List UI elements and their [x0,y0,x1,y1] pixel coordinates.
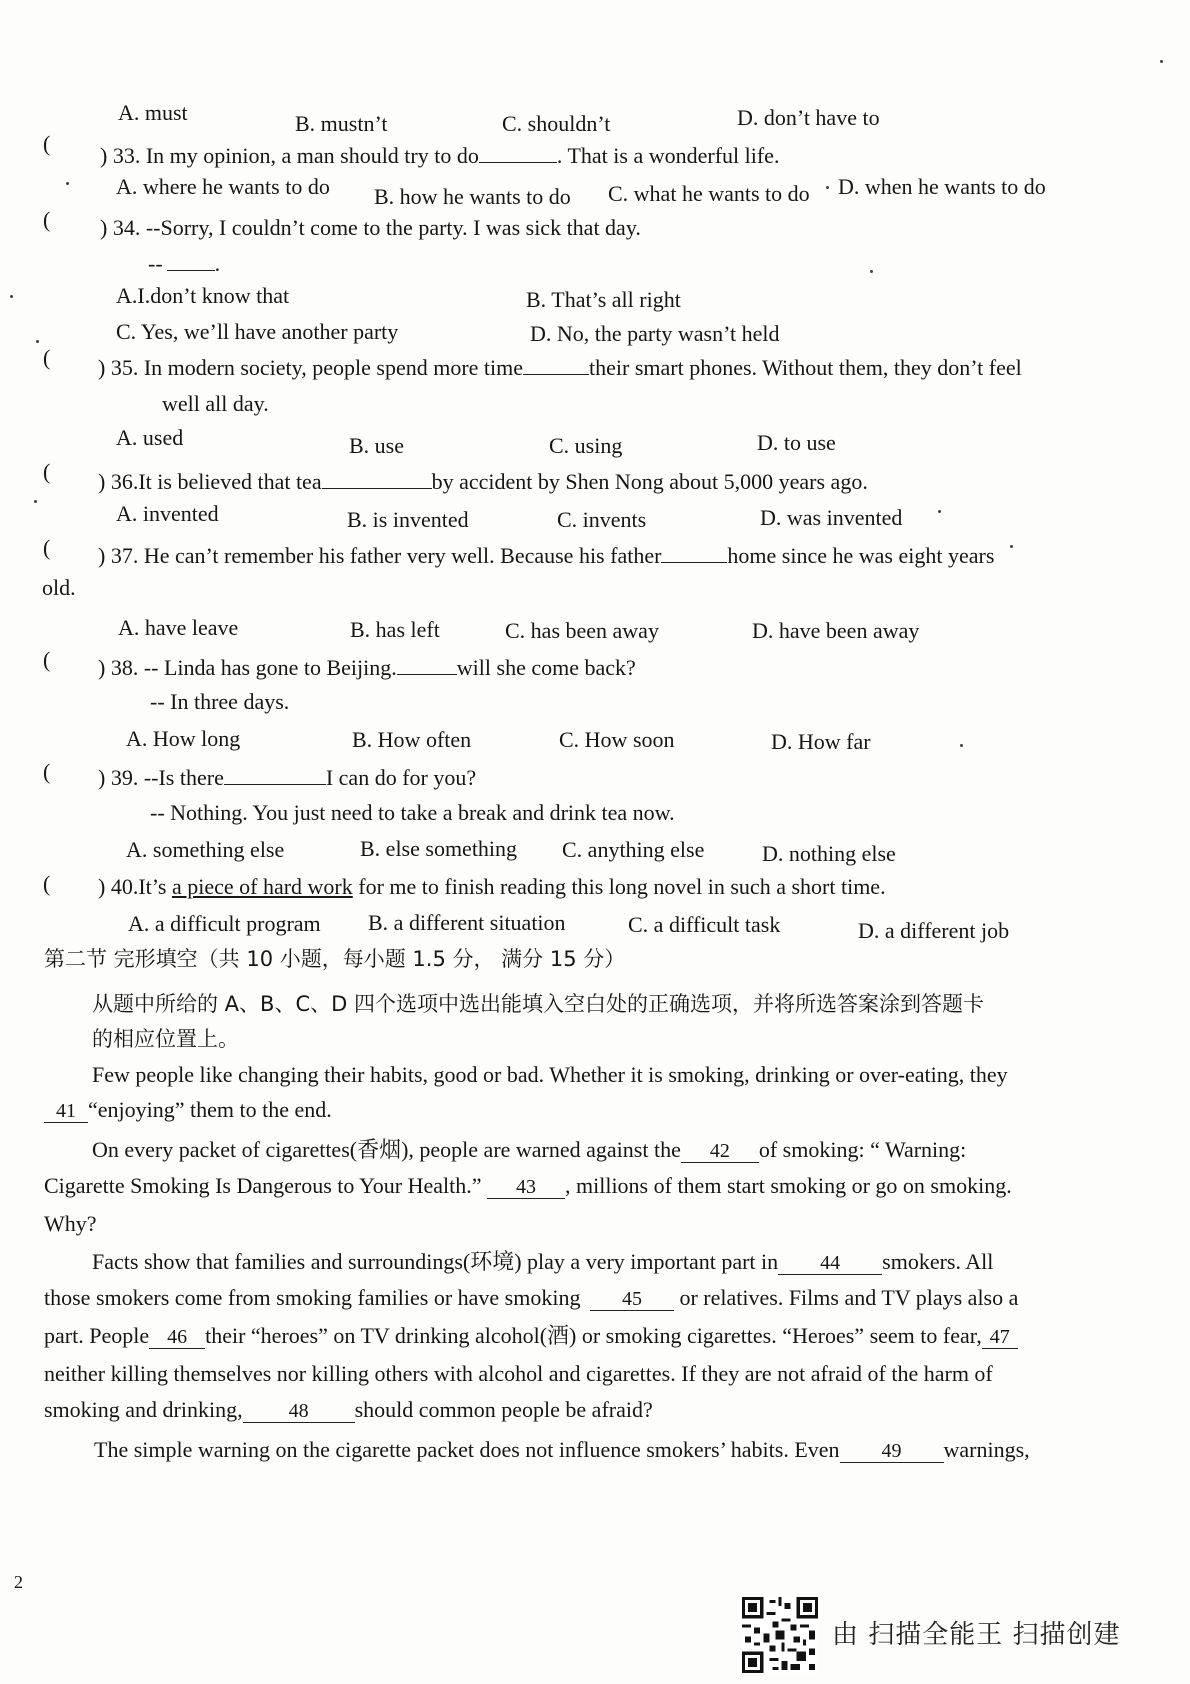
q40-stem-post: for me to finish reading this long novel in such a short time. [352,874,886,899]
scan-speck [870,270,873,273]
scanner-footer: 由 扫描全能王 扫描创建 [832,1620,1121,1650]
q37-stem-post: home since he was eight years [727,543,995,568]
passage-p1-line1: Few people like changing their habits, good or bad. Whether it is smoking, drinking or over-eating, they [92,1062,1008,1087]
q35-stem-pre: ) 35. In modern society, people spend more time [98,355,524,380]
passage-p1-line2-text: “enjoying” them to the end. [88,1097,332,1122]
q40-option-c: C. a difficult task [628,912,781,937]
q33-option-d: D. when he wants to do [838,174,1046,199]
scan-speck [10,295,13,298]
passage-p2-line2-pre: Cigarette Smoking Is Dangerous to Your Health.” [44,1173,482,1198]
passage-p3-line5-pre: smoking and drinking, [44,1397,243,1422]
q35-option-a: A. used [116,425,184,450]
q39-option-b: B. else something [360,836,518,861]
scan-speck [938,510,941,513]
q38-answer-paren[interactable]: ( [43,647,51,672]
q35-stem [98,352,1022,382]
blank-49[interactable]: 49 [840,1440,944,1463]
q34-option-b: B. That’s all right [526,287,681,312]
q39-blank[interactable] [224,762,326,785]
passage-p3-line4: neither killing themselves nor killing others with alcohol and cigarettes. If they are not afraid of the harm of [44,1361,993,1386]
q36-stem [98,466,868,496]
q38-stem-pre: ) 38. -- Linda has gone to Beijing. [98,655,397,680]
q33-stem-post: . That is a wonderful life. [556,143,780,168]
q36-answer-paren[interactable]: ( [43,459,51,484]
scan-speck [36,340,39,343]
blank-41[interactable]: 41 [44,1100,88,1123]
passage-p4-line1-pre: The simple warning on the cigarette packet does not influence smokers’ habits. Even [94,1437,840,1462]
passage-p1-line2 [44,1096,332,1124]
passage-p2-line3: Why? [44,1211,97,1236]
q38-reply: -- In three days. [150,689,290,714]
scan-speck [1160,60,1163,63]
q35-option-b: B. use [349,433,404,458]
blank-47[interactable]: 47 [982,1326,1018,1349]
q36-stem-pre: ) 36.It is believed that tea [98,469,322,494]
q37-option-a: A. have leave [118,615,239,640]
q40-stem [98,873,886,901]
q34-option-d: D. No, the party wasn’t held [530,321,780,346]
blank-43[interactable]: 43 [487,1176,565,1199]
q36-option-b: B. is invented [347,507,469,532]
passage-p2-line2 [44,1172,1012,1200]
q34-option-c: C. Yes, we’ll have another party [116,319,399,344]
passage-p3-line5-post: should common people be afraid? [354,1397,653,1422]
qr-code-icon [742,1597,818,1673]
q34-answer-paren[interactable]: ( [43,207,51,232]
passage-p2-line2-post: , millions of them start smoking or go on smoking. [565,1173,1012,1198]
passage-p4-line1 [94,1436,1030,1464]
blank-44[interactable]: 44 [778,1252,882,1275]
q37-blank[interactable] [661,540,727,563]
section2-instruction-line1: 从题中所给的 A、B、C、D 四个选项中选出能填入空白处的正确选项，并将所选答案涂到答题卡 [92,992,984,1016]
passage-p3-line2-post: or relatives. Films and TV plays also a [679,1285,1019,1310]
passage-p3-line1 [92,1248,993,1276]
q35-answer-paren[interactable]: ( [43,345,51,370]
page-number: 2 [14,1572,23,1592]
passage-p4-line1-post: warnings, [943,1437,1030,1462]
scan-speck [34,500,37,503]
passage-p3-line3-pre: part. People [44,1323,150,1348]
q37-option-c: C. has been away [505,618,659,643]
passage-p3-line5 [44,1396,653,1424]
q34-reply-dash: -- [148,251,163,276]
q38-option-c: C. How soon [559,727,675,752]
blank-42[interactable]: 42 [681,1140,759,1163]
q36-blank[interactable] [322,466,432,489]
q40-option-d: D. a different job [858,918,1010,943]
q35-stem-post: their smart phones. Without them, they don’t feel [589,355,1022,380]
q39-reply: -- Nothing. You just need to take a break and drink tea now. [150,800,675,825]
q38-option-d: D. How far [771,729,871,754]
passage-p3-line3-mid: their “heroes” on TV drinking alcohol(酒) or smoking cigarettes. “Heroes” seem to fear, [205,1323,982,1348]
q34-reply-end: . [214,251,221,276]
scan-speck [826,186,829,189]
q32-option-a: A. must [118,100,188,125]
q33-option-b: B. how he wants to do [374,184,571,209]
q39-stem [98,762,476,792]
blank-48[interactable]: 48 [243,1400,355,1423]
q33-stem [100,140,779,170]
passage-p3-line1-pre: Facts show that families and surroundings(环境) play a very important part in [92,1249,779,1274]
q39-answer-paren[interactable]: ( [43,759,51,784]
q37-stem [98,540,994,570]
q39-option-d: D. nothing else [762,841,896,866]
q34-reply [148,248,220,278]
q40-underlined-phrase: a piece of hard work [171,874,353,899]
q37-stem-cont: old. [42,575,76,600]
passage-p2-line1-pre: On every packet of cigarettes(香烟), people are warned against the [92,1137,681,1162]
q40-stem-pre: ) 40.It’s [98,874,172,899]
q34-stem: ) 34. --Sorry, I couldn’t come to the party. I was sick that day. [100,215,641,240]
q33-option-a: A. where he wants to do [116,174,330,199]
q36-option-c: C. invents [557,507,647,532]
q36-stem-post: by accident by Shen Nong about 5,000 years ago. [431,469,868,494]
q39-option-a: A. something else [126,837,285,862]
q35-option-c: C. using [549,433,623,458]
q37-stem-pre: ) 37. He can’t remember his father very well. Because his father [98,543,662,568]
blank-46[interactable]: 46 [149,1326,205,1349]
q39-stem-post: I can do for you? [325,765,477,790]
passage-p3-line2-pre: those smokers come from smoking families or have smoking [44,1285,581,1310]
q32-option-d: D. don’t have to [737,105,880,130]
q39-option-c: C. anything else [562,837,705,862]
q35-option-d: D. to use [757,430,836,455]
section2-instruction-line2: 的相应位置上。 [92,1027,239,1051]
q33-option-c: C. what he wants to do [608,181,810,206]
scan-speck [1010,545,1013,548]
q34-option-a: A.I.don’t know that [116,283,290,308]
q33-blank[interactable] [479,140,557,163]
q33-answer-paren[interactable]: ( [43,131,51,156]
passage-p3-line2 [44,1284,1018,1312]
passage-p3-line3 [44,1322,1018,1350]
q33-stem-pre: ) 33. In my opinion, a man should try to do [100,143,479,168]
q40-answer-paren[interactable]: ( [43,871,51,896]
q32-option-c: C. shouldn’t [502,111,611,136]
q40-option-a: A. a difficult program [128,911,321,936]
q38-blank[interactable] [397,652,457,675]
q35-blank[interactable] [523,352,589,375]
q36-option-d: D. was invented [760,505,903,530]
scan-speck [960,744,963,747]
q37-answer-paren[interactable]: ( [43,535,51,560]
q38-stem-post: will she come back? [456,655,636,680]
section2-heading: 第二节 完形填空（共 10 小题，每小题 1.5 分， 满分 15 分） [44,947,626,971]
q37-option-b: B. has left [350,617,440,642]
q35-stem-cont: well all day. [162,391,269,416]
q38-stem [98,652,636,682]
passage-p2-line1 [92,1136,966,1164]
q40-option-b: B. a different situation [368,910,566,935]
q38-option-a: A. How long [126,726,241,751]
q39-stem-pre: ) 39. --Is there [98,765,224,790]
q32-option-b: B. mustn’t [295,111,388,136]
q38-option-b: B. How often [352,727,472,752]
q34-blank[interactable] [167,248,215,271]
passage-p3-line1-post: smokers. All [882,1249,994,1274]
passage-p2-line1-post: of smoking: “ Warning: [758,1137,967,1162]
blank-45[interactable]: 45 [590,1288,674,1311]
q37-option-d: D. have been away [752,618,920,643]
scan-speck [66,182,69,185]
q36-option-a: A. invented [116,501,219,526]
